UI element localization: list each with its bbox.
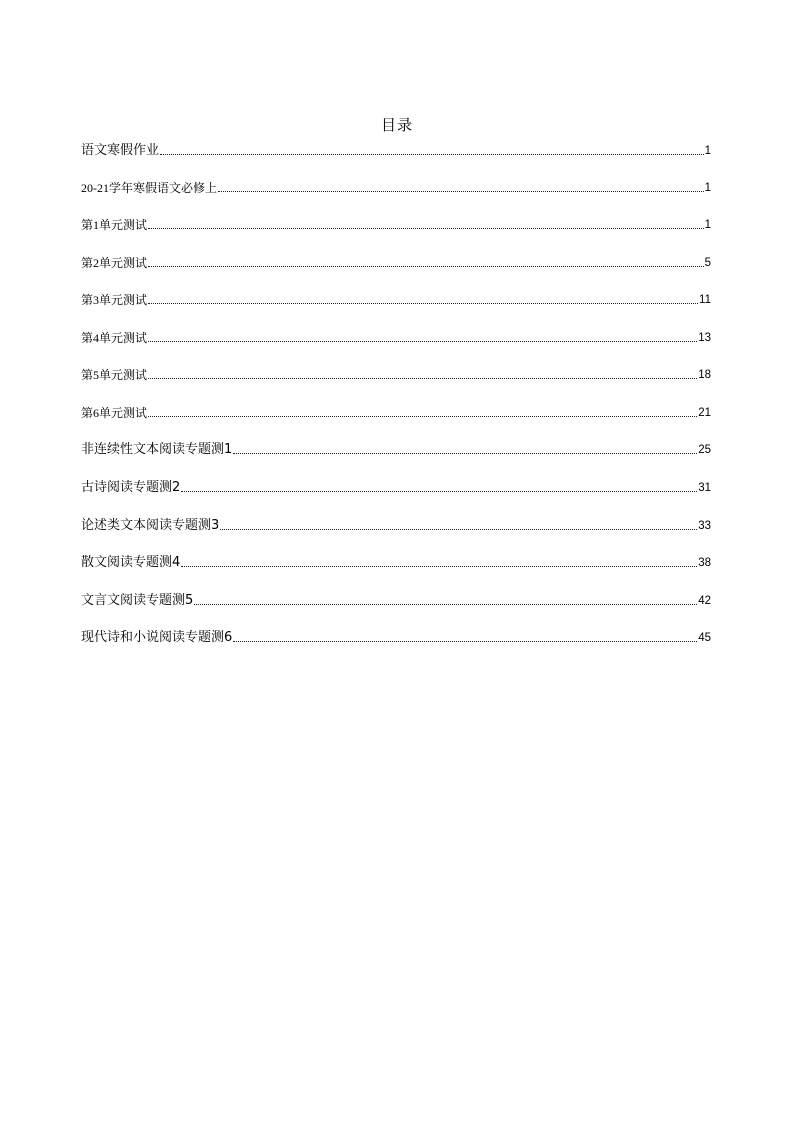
toc-entry-label: 第3单元测试: [81, 293, 148, 307]
toc-dot-leader: [194, 604, 697, 605]
toc-entry-label: 现代诗和小说阅读专题测6: [81, 630, 233, 645]
toc-entry-label: 第6单元测试: [81, 406, 148, 420]
toc-entry[interactable]: [81, 287, 711, 309]
toc-dot-leader: [218, 191, 704, 192]
toc-entry[interactable]: [81, 550, 711, 572]
toc-entry-page-number: 1: [704, 182, 711, 194]
toc-dot-leader: [233, 641, 697, 642]
toc-entry-page-number: 18: [698, 369, 711, 381]
toc-entry-label: 散文阅读专题测4: [81, 555, 181, 570]
toc-entry-label: 第5单元测试: [81, 368, 148, 382]
toc-entry[interactable]: [81, 437, 711, 459]
toc-entry-label: 语文寒假作业: [81, 143, 160, 158]
toc-dot-leader: [148, 228, 704, 229]
toc-entry[interactable]: [81, 475, 711, 497]
toc-entry-page-number: 11: [699, 294, 711, 306]
toc-entry-page-number: 45: [698, 632, 711, 644]
toc-dot-leader: [220, 529, 697, 530]
toc-entry-page-number: 1: [704, 219, 711, 231]
toc-dot-leader: [160, 154, 704, 155]
toc-entry-label: 第4单元测试: [81, 331, 148, 345]
toc-entry[interactable]: [81, 175, 711, 197]
toc-dot-leader: [233, 453, 697, 454]
toc-dot-leader: [148, 266, 704, 267]
toc-entry-page-number: 31: [698, 482, 711, 494]
toc-entry-label: 文言文阅读专题测5: [81, 593, 194, 608]
toc-entry[interactable]: [81, 625, 711, 647]
toc-dot-leader: [181, 566, 697, 567]
toc-entry[interactable]: [81, 250, 711, 272]
toc-entry-label: 非连续性文本阅读专题测1: [81, 442, 233, 457]
toc-entry-page-number: 13: [698, 332, 711, 344]
toc-entry[interactable]: [81, 588, 711, 610]
toc-entry-label: 第1单元测试: [81, 218, 148, 232]
toc-entry-label: 论述类文本阅读专题测3: [81, 518, 220, 533]
toc-entry-page-number: 42: [698, 595, 711, 607]
toc-entry-page-number: 25: [698, 444, 711, 456]
toc-entry-page-number: 38: [698, 557, 711, 569]
toc-entry-page-number: 1: [704, 145, 711, 157]
toc-entry-label: 古诗阅读专题测2: [81, 480, 181, 495]
toc-dot-leader: [148, 416, 697, 417]
toc-entry[interactable]: [81, 325, 711, 347]
toc-entry-page-number: 21: [698, 407, 711, 419]
toc-dot-leader: [148, 303, 698, 304]
toc-entry[interactable]: [81, 513, 711, 535]
toc-entry[interactable]: [81, 400, 711, 422]
toc-entry-label: 20-21学年寒假语文必修上: [81, 181, 217, 195]
toc-dot-leader: [148, 378, 697, 379]
toc-entry[interactable]: [81, 138, 711, 160]
toc-entry[interactable]: [81, 212, 711, 234]
toc-entry-label: 第2单元测试: [81, 256, 148, 270]
toc-dot-leader: [181, 491, 697, 492]
toc-title: 目录: [380, 116, 413, 134]
toc-entry-page-number: 33: [698, 520, 711, 532]
toc-entry-page-number: 5: [704, 257, 711, 269]
toc-dot-leader: [148, 341, 697, 342]
toc-entry[interactable]: [81, 362, 711, 384]
